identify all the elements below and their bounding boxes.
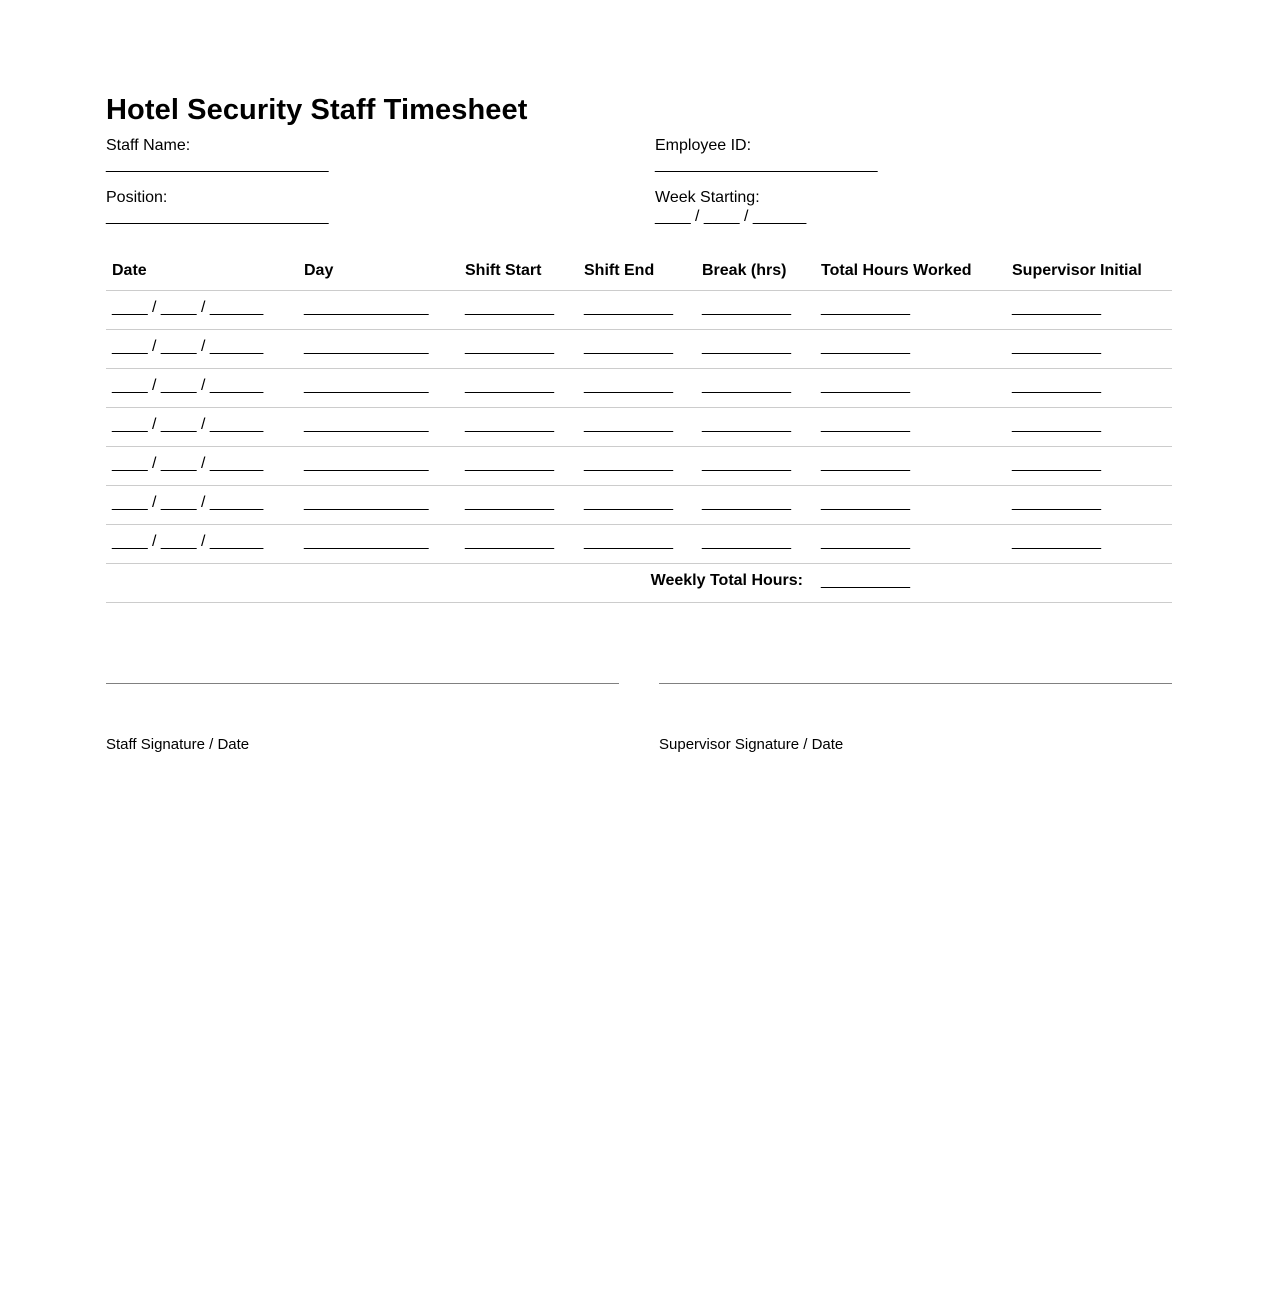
supervisor-initial-cell[interactable]: __________ (1006, 525, 1172, 564)
day-cell[interactable]: ______________ (298, 447, 459, 486)
header-shift-start: Shift Start (459, 252, 578, 291)
shift-start-cell[interactable]: __________ (459, 330, 578, 369)
total-hours-cell[interactable]: __________ (815, 330, 1006, 369)
weekly-total-cell[interactable]: __________ (815, 564, 1006, 603)
supervisor-initial-cell[interactable]: __________ (1006, 291, 1172, 330)
page-title: Hotel Security Staff Timesheet (106, 94, 528, 126)
position-field[interactable] (106, 188, 328, 226)
staff-signature-block[interactable] (106, 683, 619, 754)
total-hours-cell[interactable]: __________ (815, 525, 1006, 564)
date-cell[interactable]: ____ / ____ / ______ (106, 369, 298, 408)
total-hours-cell[interactable]: __________ (815, 447, 1006, 486)
header-day: Day (298, 252, 459, 291)
shift-end-cell[interactable]: __________ (578, 486, 696, 525)
position-blank[interactable]: _________________________ (106, 208, 329, 225)
shift-end-cell[interactable]: __________ (578, 525, 696, 564)
weekly-total-label: Weekly Total Hours: (106, 564, 815, 603)
header-supervisor-initial: Supervisor Initial (1006, 252, 1172, 291)
supervisor-initial-cell[interactable]: __________ (1006, 330, 1172, 369)
total-hours-cell[interactable]: __________ (815, 369, 1006, 408)
date-cell[interactable]: ____ / ____ / ______ (106, 525, 298, 564)
table-row (106, 408, 1172, 447)
day-cell[interactable]: ______________ (298, 291, 459, 330)
break-cell[interactable]: __________ (696, 486, 815, 525)
header-break: Break (hrs) (696, 252, 815, 291)
table-row (106, 447, 1172, 486)
date-cell[interactable]: ____ / ____ / ______ (106, 447, 298, 486)
total-hours-cell[interactable]: __________ (815, 408, 1006, 447)
shift-end-cell[interactable]: __________ (578, 369, 696, 408)
timesheet-table (106, 252, 1172, 603)
header-date: Date (106, 252, 298, 291)
week-starting-blank[interactable]: ____ / ____ / ______ (655, 208, 807, 225)
break-cell[interactable]: __________ (696, 525, 815, 564)
supervisor-initial-cell[interactable]: __________ (1006, 369, 1172, 408)
shift-end-cell[interactable]: __________ (578, 408, 696, 447)
staff-name-label: Staff Name: (106, 137, 191, 154)
break-cell[interactable]: __________ (696, 330, 815, 369)
header-fields (106, 128, 1172, 248)
employee-id-label: Employee ID: (655, 137, 752, 154)
shift-start-cell[interactable]: __________ (459, 447, 578, 486)
staff-name-field[interactable] (106, 136, 328, 174)
shift-end-cell[interactable]: __________ (578, 330, 696, 369)
shift-start-cell[interactable]: __________ (459, 369, 578, 408)
supervisor-initial-cell[interactable]: __________ (1006, 447, 1172, 486)
timesheet-form (106, 92, 1172, 753)
total-hours-cell[interactable]: __________ (815, 291, 1006, 330)
weekly-total-empty-cell (1006, 564, 1172, 603)
supervisor-signature-block[interactable] (659, 683, 1172, 754)
day-cell[interactable]: ______________ (298, 525, 459, 564)
table-header-row (106, 252, 1172, 291)
supervisor-signature-label: Supervisor Signature / Date (659, 736, 844, 753)
staff-name-blank[interactable]: _________________________ (106, 156, 329, 173)
staff-signature-label: Staff Signature / Date (106, 736, 250, 753)
day-cell[interactable]: ______________ (298, 486, 459, 525)
position-label: Position: (106, 189, 168, 206)
break-cell[interactable]: __________ (696, 408, 815, 447)
employee-id-blank[interactable]: _________________________ (655, 156, 878, 173)
shift-end-cell[interactable]: __________ (578, 447, 696, 486)
date-cell[interactable]: ____ / ____ / ______ (106, 291, 298, 330)
table-row (106, 291, 1172, 330)
day-cell[interactable]: ______________ (298, 408, 459, 447)
staff-signature-line[interactable] (106, 683, 619, 684)
table-row (106, 369, 1172, 408)
week-starting-field[interactable] (655, 188, 806, 226)
week-starting-label: Week Starting: (655, 189, 760, 206)
total-hours-cell[interactable]: __________ (815, 486, 1006, 525)
table-row (106, 486, 1172, 525)
header-total-hours: Total Hours Worked (815, 252, 1006, 291)
date-cell[interactable]: ____ / ____ / ______ (106, 408, 298, 447)
day-cell[interactable]: ______________ (298, 330, 459, 369)
supervisor-initial-cell[interactable]: __________ (1006, 408, 1172, 447)
shift-start-cell[interactable]: __________ (459, 291, 578, 330)
supervisor-initial-cell[interactable]: __________ (1006, 486, 1172, 525)
break-cell[interactable]: __________ (696, 291, 815, 330)
break-cell[interactable]: __________ (696, 447, 815, 486)
header-shift-end: Shift End (578, 252, 696, 291)
shift-start-cell[interactable]: __________ (459, 486, 578, 525)
table-row (106, 525, 1172, 564)
supervisor-signature-line[interactable] (659, 683, 1172, 684)
employee-id-field[interactable] (655, 136, 877, 174)
date-cell[interactable]: ____ / ____ / ______ (106, 486, 298, 525)
date-cell[interactable]: ____ / ____ / ______ (106, 330, 298, 369)
shift-end-cell[interactable]: __________ (578, 291, 696, 330)
shift-start-cell[interactable]: __________ (459, 408, 578, 447)
weekly-total-row (106, 564, 1172, 603)
table-row (106, 330, 1172, 369)
shift-start-cell[interactable]: __________ (459, 525, 578, 564)
break-cell[interactable]: __________ (696, 369, 815, 408)
day-cell[interactable]: ______________ (298, 369, 459, 408)
